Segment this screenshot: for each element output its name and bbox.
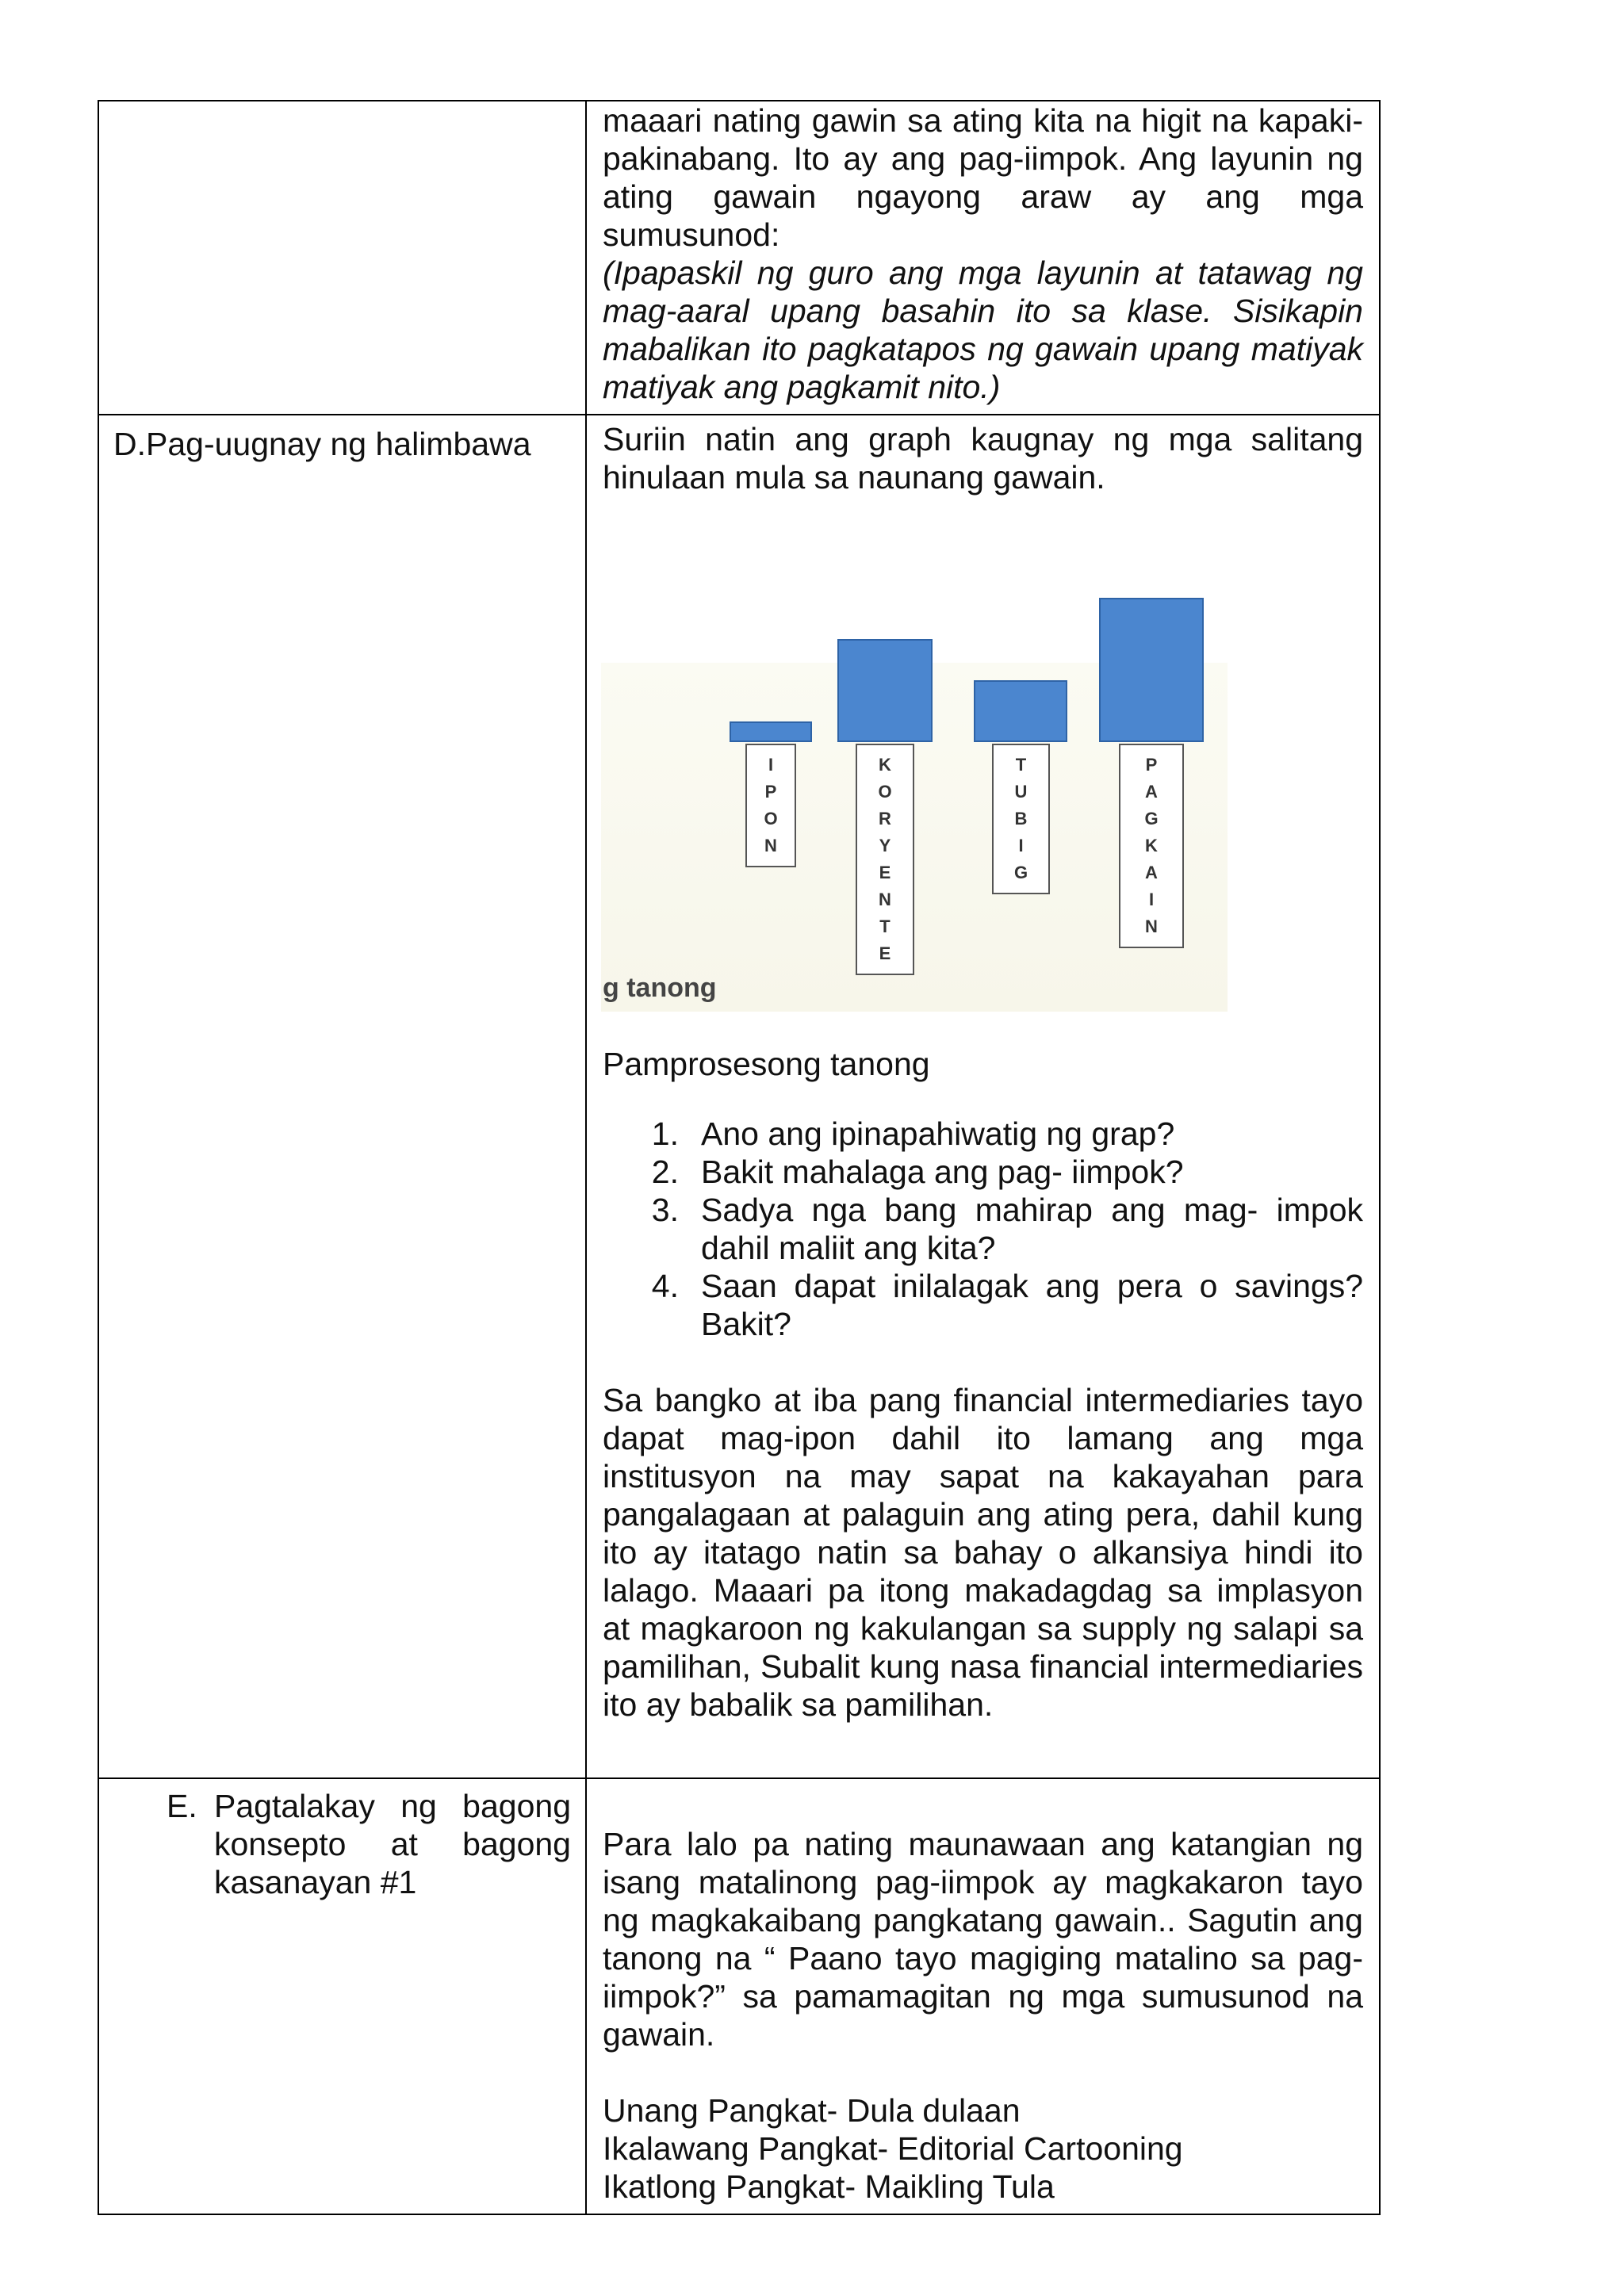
group-item: Unang Pangkat- Dula dulaan bbox=[603, 2092, 1021, 2129]
row-d-intro: Suriin natin ang graph kaugnay ng mga salitang hinulaan mula sa naunang gawain. bbox=[603, 421, 1363, 496]
question-number: 3. bbox=[651, 1192, 679, 1228]
question-text: Bakit mahalaga ang pag- iimpok? bbox=[701, 1154, 1184, 1190]
lesson-plan-table bbox=[98, 100, 1381, 2215]
question-number: 1. bbox=[651, 1115, 679, 1152]
row-c-italic-3: mabalikan ito pagkatapos ng gawain upang matiyak bbox=[603, 331, 1363, 367]
group-item: Ikalawang Pangkat- Editorial Cartooning bbox=[603, 2130, 1183, 2167]
question-item bbox=[603, 1191, 1363, 1267]
bar-pagkain bbox=[1099, 598, 1204, 742]
row-e-label-cell bbox=[98, 1778, 586, 2214]
row-d-label-cell bbox=[98, 415, 586, 1778]
row-c-line-1: maaari nating gawin sa ating kita na higit na kapaki- bbox=[603, 102, 1363, 139]
question-item bbox=[603, 1115, 1363, 1153]
graph-caption: g tanong bbox=[603, 973, 717, 1003]
question-number: 4. bbox=[651, 1268, 679, 1304]
row-c-content-cell bbox=[586, 101, 1380, 415]
bar-koryente bbox=[837, 639, 933, 742]
row-c-line-2: pakinabang. Ito ay ang pag-iimpok. Ang layunin ng bbox=[603, 140, 1363, 177]
bar-ipon bbox=[730, 721, 812, 742]
bar-label-ipon: I P O N bbox=[745, 744, 796, 867]
row-e-label-line-3: kasanayan #1 bbox=[214, 1864, 417, 1900]
group-item: Ikatlong Pangkat- Maikling Tula bbox=[603, 2168, 1055, 2205]
row-c-italic-1: (Ipapaskil ng guro ang mga layunin at tatawag ng bbox=[603, 254, 1363, 291]
row-c-italic-4: matiyak ang pagkamit nito.) bbox=[603, 369, 1001, 405]
bar-label-koryente: K O R Y E N T E bbox=[856, 744, 914, 975]
row-d bbox=[98, 415, 1380, 1778]
bar-graph bbox=[601, 584, 1228, 1012]
row-e-label bbox=[99, 1779, 585, 1901]
question-text: Sadya nga bang mahirap ang mag- impok dahil maliit ang kita? bbox=[701, 1192, 1363, 1266]
row-d-paragraph: Sa bangko at iba pang financial intermediaries tayo dapat mag-ipon dahil ito lamang ang mga institusyon na may sapat na kakayahan para pangalagaan at palaguin ang ating pera, dahil kung ito ay itatago natin sa bahay o alkansiya hindi ito lalago. Maaari pa itong makadagdag sa implasyon at magkaroon ng kakulangan sa supply ng salapi sa pamilihan, Subalit kung nasa financial intermediaries ito ay babalik sa pamilihan. bbox=[603, 1382, 1363, 1723]
bar-tubig bbox=[974, 680, 1067, 742]
row-c bbox=[98, 101, 1380, 415]
row-d-label: D.Pag-uugnay ng halimbawa bbox=[113, 426, 531, 462]
question-text: Ano ang ipinapahiwatig ng grap? bbox=[701, 1115, 1175, 1152]
row-d-content-cell bbox=[586, 415, 1380, 1778]
row-e-label-line-1: Pagtalakay ng bagong bbox=[214, 1788, 571, 1824]
question-item bbox=[603, 1267, 1363, 1343]
row-e-content-cell bbox=[586, 1778, 1380, 2214]
row-c-line-3: ating gawain ngayong araw ay ang mga sumusunod: bbox=[603, 178, 1363, 253]
row-e bbox=[98, 1778, 1380, 2214]
bar-label-pagkain: P A G K A I N bbox=[1119, 744, 1184, 948]
question-item bbox=[603, 1153, 1363, 1191]
question-list bbox=[603, 1115, 1363, 1343]
row-e-label-line-2: konsepto at bagong bbox=[214, 1826, 571, 1862]
row-e-paragraph: Para lalo pa nating maunawaan ang katangian ng isang matalinong pag-iimpok ay magkakaron tayo ng magkakaibang pangkatang gawain.. Sagutin ang tanong na “ Paano tayo magiging matalino sa pag-iimpok?” sa pamamagitan ng mga sumusunod na gawain. bbox=[603, 1826, 1363, 2053]
question-number: 2. bbox=[651, 1154, 679, 1190]
row-c-italic-2: mag-aaral upang basahin ito sa klase. Sisikapin bbox=[603, 293, 1363, 329]
row-e-letter: E. bbox=[167, 1788, 197, 1824]
row-c-label-cell bbox=[98, 101, 586, 415]
bar-label-tubig: T U B I G bbox=[992, 744, 1050, 894]
question-text: Saan dapat inilalagak ang pera o savings? Bakit? bbox=[701, 1268, 1363, 1342]
processing-title: Pamprosesong tanong bbox=[603, 1046, 930, 1082]
